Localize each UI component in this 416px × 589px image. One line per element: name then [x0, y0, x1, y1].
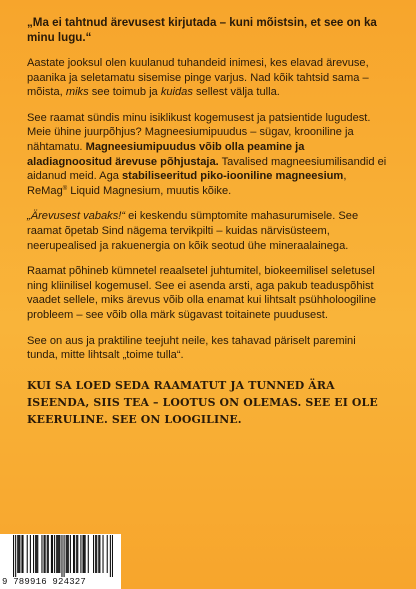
barcode-bar — [21, 535, 22, 573]
barcode-bar — [73, 535, 74, 573]
barcode-bar — [15, 535, 16, 577]
origin-text-4: Liquid Magnesium, muutis kõike. — [67, 184, 232, 197]
barcode-bar — [58, 535, 59, 573]
isbn-number: 9 789916 924327 — [2, 577, 87, 587]
isbn-barcode — [0, 534, 121, 589]
barcode-bar — [52, 535, 53, 573]
barcode-bar — [41, 535, 42, 573]
paragraph-intro — [27, 56, 389, 100]
barcode-bar — [77, 535, 78, 573]
barcode-bar — [61, 535, 62, 577]
paragraph-origin — [27, 111, 389, 199]
barcode-bar — [48, 535, 49, 573]
barcode-bars — [13, 535, 113, 577]
cover-text-block — [27, 15, 389, 428]
intro-text-2: see toimub ja — [88, 86, 161, 99]
book-title-quote: „Ärevusest vabaks!“ — [27, 210, 126, 223]
barcode-bar — [76, 535, 77, 573]
lead-quote: „Ma ei tahtnud ärevusest kirjutada – kuni mõistsin, et see on ka minu lugu.“ — [27, 16, 377, 44]
barcode-bar — [56, 535, 57, 573]
barcode-bar — [88, 535, 89, 573]
barcode-bar — [96, 535, 97, 573]
barcode-bar — [18, 535, 19, 573]
barcode-bar — [27, 535, 28, 573]
barcode-bar — [66, 535, 67, 573]
barcode-bar — [68, 535, 69, 573]
origin-bold-claim: Magneesiumipuudus võib olla peamine ja aladiagnoositud ärevuse põhjustaja. — [27, 140, 305, 168]
barcode-bar — [37, 535, 38, 573]
origin-text-1: See raamat sündis minu isiklikust kogemusest ja patsientide lugudest. Meie ühine juurpõhjus? Magneesiumipuudus – sügav, krooniline ja nähtamatu. — [27, 111, 371, 153]
barcode-bar — [30, 535, 31, 573]
barcode-bar — [107, 535, 108, 573]
paragraph-guide: See on aus ja praktiline teejuht neile, kes tahavad päriselt paremini tunda, mitte lihtsalt „toime tulla“. — [27, 334, 356, 362]
barcode-bar — [33, 535, 34, 573]
paragraph-book-focus — [27, 209, 389, 253]
barcode-bar — [112, 535, 113, 577]
book-focus-text: ei keskendu sümptomite mahasurumisele. See raamat õpetab Sind nägema tervikpilti – kuidas närvisüsteem, neerupealised ja rakuenergia on kõik seotud ühe mineraalainega. — [27, 210, 359, 252]
paragraph-basis: Raamat põhineb kümnetel reaalsetel juhtumitel, biokeemilisel seletusel ning kliinilisel kogemusel. See ei asenda arsti, aga pakub teaduspõhist vaadet sellele, miks ärevus võib olla enamat kui lihtsalt psühholoogiline probleem – see võib olla märk sügavast toitainete puudusest. — [27, 265, 377, 321]
barcode-bar — [110, 535, 111, 577]
barcode-bar — [93, 535, 94, 573]
barcode-bar — [99, 535, 100, 573]
barcode-bar — [45, 535, 46, 573]
barcode-bar — [35, 535, 36, 573]
barcode-bar — [36, 535, 37, 573]
barcode-bar — [70, 535, 71, 573]
barcode-bar — [17, 535, 18, 573]
barcode-bar — [22, 535, 23, 573]
barcode-bar — [102, 535, 103, 573]
barcode-bar — [95, 535, 96, 573]
intro-text-3: sellest välja tulla. — [192, 86, 280, 99]
barcode-bar — [13, 535, 14, 577]
barcode-bar — [64, 535, 65, 577]
barcode-bar — [74, 535, 75, 573]
barcode-bar — [85, 535, 86, 573]
barcode-bar — [54, 535, 55, 573]
barcode-bar — [57, 535, 58, 573]
barcode-bar — [80, 535, 81, 573]
barcode-bar — [98, 535, 99, 573]
intro-emphasis-why: miks — [65, 86, 89, 99]
barcode-bar — [47, 535, 48, 573]
closing-statement: KUI SA LOED SEDA RAAMATUT JA TUNNED ÄRA ISEENDA, SIIS TEA – LOOTUS ON OLEMAS. SEE EI OLE KEERULINE. SEE ON LOOGILINE. — [27, 378, 378, 426]
barcode-bar — [67, 535, 68, 573]
barcode-bar — [84, 535, 85, 573]
barcode-bar — [44, 535, 45, 573]
origin-text-3: , ReMag — [27, 170, 347, 197]
origin-text-2: Tavalised magneesiumilisandid ei aidanud meid. Aga — [27, 155, 387, 183]
origin-bold-product: stabiliseeritud piko-iooniline magneesium — [122, 170, 344, 183]
registered-mark: ® — [62, 185, 68, 192]
barcode-bar — [51, 535, 52, 573]
barcode-bar — [59, 535, 60, 573]
barcode-bar — [19, 535, 20, 573]
barcode-bar — [82, 535, 83, 573]
intro-emphasis-how: kuidas — [160, 86, 193, 99]
intro-text-1: Aastate jooksul olen kuulanud tuhandeid inimesi, kes elavad ärevuse, paanika ja seletamatu sisemise pinge varjus. Nad kõik tahtsid sama – mõista, — [27, 57, 369, 99]
